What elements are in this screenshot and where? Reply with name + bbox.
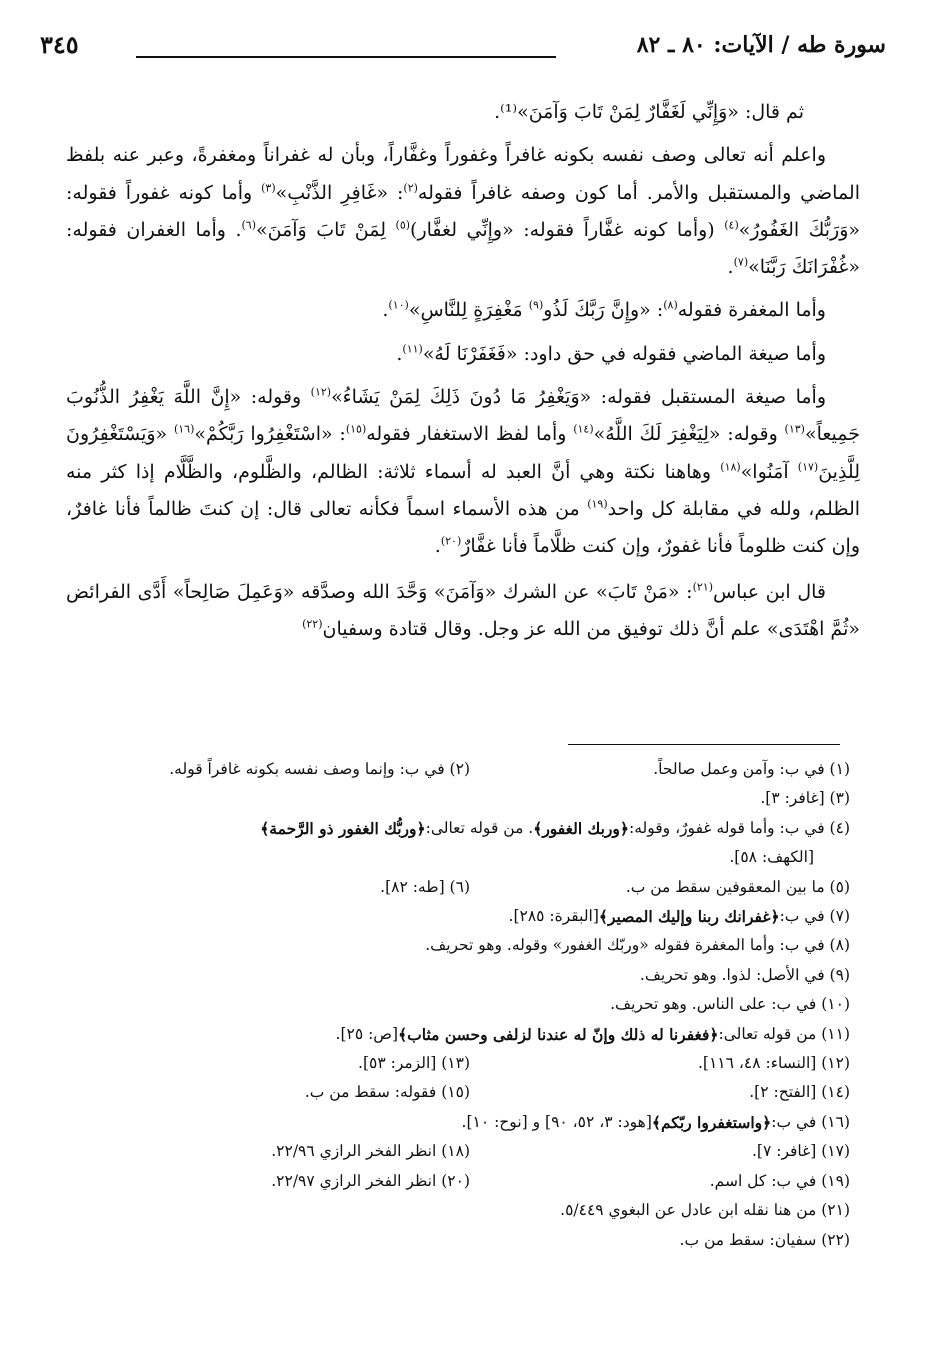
text-run: وهاهنا نكتة وهي أنَّ العبد له أسماء ثلاثة: الظالم، والظَّلوم، والظَّلَّام إذا كثر منه الظلم، ولله في مقابلة كل واحد [66,460,861,520]
text-run: وأما صيغة الماضي فقوله في حق داود: «فَغَفَرْنَا لَهُ» [422,342,826,365]
footnote-ref[interactable]: (١٤) [573,423,594,437]
footnote-text: [هود: ٣، ٥٢، ٩٠] و [نوح: ١٠]. [461,1112,652,1131]
quran-quote: ﴿وربُّك الغفور ذو الرَّحمة﴾ [260,818,426,838]
footnote-ref[interactable]: (٢٠) [440,534,462,548]
footnote-ref[interactable]: (١٦) [173,423,195,437]
footnote-22: (٢٢) سفيان: سقط من ب. [679,1230,850,1249]
paragraph-2 [66,137,860,286]
text-run: وأما لفظ الاستغفار فقوله [366,423,574,446]
footnote-10: (١٠) في ب: على الناس. وهو تحريف. [610,995,850,1014]
main-text [66,94,860,654]
page-header [40,28,886,72]
page-number: ٣٤٥ [40,30,79,59]
footnote-11 [60,1020,850,1049]
footnote-row [60,784,850,813]
footnote-4 [60,814,850,843]
text-run: : «مَنْ تَابَ» عن الشرك «وَآمَنَ» وَحَّدَ الله وصدَّقه «وَعَمِلَ صَالِحاً» أَدَّى الفرائض «ثُمَّ اهْتَدَى» علم أنَّ ذلك توفيق من الله عز وجل. وقال قتادة وسفيان [66,580,860,640]
quran-quote: ﴿وربك الغفور﴾ [533,818,629,838]
paragraph-6 [66,574,860,649]
text-run: : «اسْتَغْفِرُوا رَبَّكُمْ» [194,423,346,446]
footnote-text: (٤) في ب: وأما قوله غفورٌ، وقوله: [628,818,850,837]
footnote-ref[interactable]: (٥) [395,218,411,232]
footnote-row [60,873,850,902]
footnote-ref[interactable]: (٢١) [692,580,713,594]
text-run: واعلم أنه تعالى وصف نفسه بكونه غافراً وغفوراً وغفَّاراً، وبأن له غفراناً ومغفرةً، وعبر عنه بلفظ الماضي والمستقبل والأمر. أما كون وصفه غافراً فقوله [66,144,860,204]
text-run: آمَنُوا» [740,460,798,483]
paragraph-5 [66,379,860,565]
running-head: سورة طه / الآيات: ٨٠ ـ ٨٢ [636,32,886,58]
text-run: قال ابن عباس [712,580,826,603]
footnote-16 [60,1108,850,1137]
footnote-20: (٢٠) انظر الفخر الرازي ٢٢/٩٧. [271,1171,470,1190]
footnote-text: [البقرة: ٢٨٥]. [508,907,599,926]
header-rule [136,56,556,58]
footnote-text: [ص: ٢٥]. [335,1024,399,1043]
footnote-15: (١٥) فقوله: سقط من ب. [304,1083,470,1102]
footnote-12: (١٢) [النساء: ٤٨، ١١٦]. [698,1054,850,1073]
text-run: وقوله: «لِيَغْفِرَ لَكَ اللَّهُ» [593,423,785,446]
footnote-ref[interactable]: (٤) [724,218,739,232]
text-run: . [396,342,403,365]
footnote-21: (٢١) من هنا نقله ابن عادل عن البغوي ٥/٤٤٩. [560,1201,850,1220]
footnote-separator [568,744,840,745]
footnote-ref[interactable]: (١٨) [720,460,741,474]
footnote-1: (١) في ب: وآمن وعمل صالحاً. [653,760,850,778]
footnote-row [60,1137,850,1166]
text-run: وقوله: «إِنَّ اللَّهَ يَغْفِرُ الذُّنُوبَ جَمِيعاً» [66,386,860,446]
footnote-row [60,1226,850,1255]
text-run: : «غَافِرِ الذَّنْبِ» [275,181,404,204]
paragraph-1-text: ثم قال: «وَإِنِّي لَغَفَّارٌ لِمَنْ تَابَ وَآمَنَ»⁽¹⁾. [494,101,804,123]
paragraph-4 [66,336,860,373]
text-run: . [727,256,734,279]
text-run: وأما كونه غفوراً فقوله: «وَرَبُّكَ الغَفُورُ» [66,181,860,241]
paragraph-3 [66,292,860,329]
footnote-ref[interactable]: (٣) [261,181,276,195]
footnote-row [60,961,850,990]
footnote-18: (١٨) انظر الفخر الرازي ٢٢/٩٦. [271,1142,470,1161]
footnote-3: (٣) [غافر: ٣]. [760,789,850,808]
footnote-row [60,1049,850,1078]
footnotes [60,755,850,1255]
text-run: . [382,299,389,322]
quran-quote: ﴿غفرانك ربنا وإليك المصير﴾ [598,907,780,927]
footnote-6: (٦) [طه: ٨٢]. [380,877,470,896]
footnote-ref[interactable]: (١٠) [388,299,409,313]
footnote-17: (١٧) [غافر: ٧]. [752,1142,850,1161]
footnote-ref[interactable]: (١١) [402,342,423,356]
text-run: من هذه الأسماء اسماً فكأنه تعالى قال: إن كنتَ ظالماً فأنا غافرٌ، وإن كنت ظلوماً فأنا غفورٌ، وإن كنت ظلَّاماً فأنا غفَّارٌ [66,497,860,558]
text-run: . وأما الغفران فقوله: «غُفْرَانَكَ رَبَّنَا» [66,218,860,279]
footnote-row [60,1078,850,1107]
text-run: وأما صيغة المستقبل فقوله: «وَيَغْفِرُ مَا دُونَ ذَلِكَ لِمَنْ يَشَاءُ» [331,386,826,409]
quran-quote: ﴿واستغفروا ربّكم﴾ [651,1112,772,1132]
footnote-row [60,1167,850,1196]
footnote-9: (٩) في الأصل: لذوا. وهو تحريف. [639,965,850,984]
quran-quote: ﴿فغفرنا له ذلك وإنّ له عندنا لزلفى وحسن مثاب﴾ [398,1024,719,1044]
text-run: «وَيَسْتَغْفِرُونَ لِلَّذِينَ [66,423,860,483]
footnote-row [60,755,850,784]
footnote-text: . من قوله تعالى: [425,818,534,837]
footnote-text: [الكهف: ٥٨]. [729,848,814,867]
footnote-ref[interactable]: (٧) [733,255,749,269]
footnote-text: (٧) في ب: [779,907,850,926]
text-run: : «وإِنَّ رَبَّكَ لَذُو [543,299,664,322]
footnote-ref[interactable]: (٦) [241,218,257,232]
footnote-ref[interactable]: (١٩) [587,497,608,511]
footnote-5: (٥) ما بين المعقوفين سقط من ب. [625,877,850,896]
footnote-13: (١٣) [الزمر: ٥٣]. [358,1054,470,1073]
footnote-4-continued [60,843,850,872]
footnote-7 [60,902,850,931]
footnote-ref[interactable]: (٩) [528,299,544,313]
footnote-ref[interactable]: (١٧) [797,460,819,474]
text-run: (وأما كونه غفَّاراً فقوله: «وإِنِّي لغفَّار) [410,218,725,241]
text-run: . [434,535,441,558]
footnote-ref[interactable]: (١٥) [345,423,367,437]
footnote-14: (١٤) [الفتح: ٢]. [749,1083,850,1102]
footnote-ref[interactable]: (٢٢) [302,617,323,631]
footnote-ref[interactable]: (١٣) [784,423,805,437]
footnote-row [60,990,850,1019]
text-run: لِمَنْ تَابَ وَآمَنَ» [256,218,396,241]
footnote-19: (١٩) في ب: كل اسم. [709,1171,850,1190]
footnote-row [60,931,850,960]
footnote-2: (٢) في ب: وإنما وصف نفسه بكونه غافراً قوله. [169,760,470,778]
text-run: مَغْفِرَةٍ لِلنَّاسِ» [408,299,529,322]
paragraph-1 [66,94,860,131]
text-run: وأما المغفرة فقوله [677,299,826,322]
footnote-ref[interactable]: (٢) [403,181,418,195]
footnote-8: (٨) في ب: وأما المغفرة فقوله «وربّك الغفور» وقوله. وهو تحريف. [425,936,850,955]
footnote-row [60,1196,850,1225]
footnote-ref[interactable]: (٨) [663,299,678,313]
footnote-ref[interactable]: (١٢) [310,385,332,399]
footnote-text: (١٦) في ب: [771,1112,850,1131]
footnote-text: (١١) من قوله تعالى: [718,1024,850,1043]
